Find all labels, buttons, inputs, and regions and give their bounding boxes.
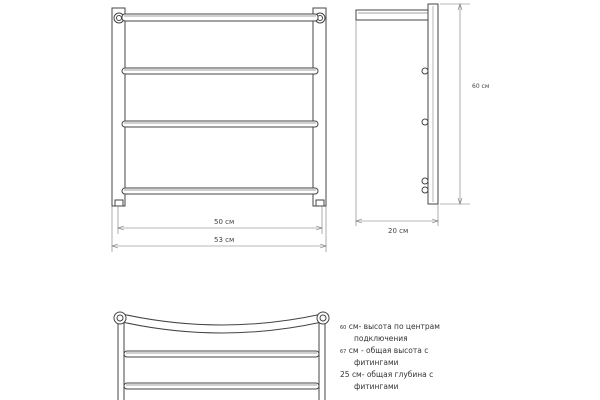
side-bar-end-4a [422,178,428,184]
side-bar-end-4b [422,187,428,193]
front-bar-3 [122,121,318,127]
front-view [112,8,326,206]
dimension-label-inner-width: 50 см [214,218,235,226]
front-bar-4 [122,188,318,194]
legend-row-2-continuation: фитингами [354,358,399,367]
legend-value: 67 [340,349,347,355]
dimension-label-depth: 20 см [388,227,409,235]
top-bar-2 [124,351,319,357]
front-bar-2 [122,68,318,74]
legend-unit: см [351,370,362,379]
legend-text: - общая высота с [358,346,429,355]
dimension-label-outer-width: 53 см [214,236,235,244]
top-bar-3 [124,383,319,389]
legend-text: - высота по центрам [358,322,440,331]
top-view [114,312,329,400]
legend-unit: см [348,346,359,355]
front-bar-1 [122,14,318,21]
legend-unit: см [348,322,359,331]
legend-row-3-continuation: фитингами [354,382,399,391]
front-left-post [112,8,125,206]
side-dimensions [356,4,470,226]
front-left-bottom-fitting [115,200,123,206]
front-dimensions [112,206,326,252]
top-left-fitting [114,312,126,324]
legend-row-2 [340,346,428,357]
top-right-fitting [317,312,329,324]
side-top-bar [356,10,432,20]
legend-value: 25 [340,370,350,379]
side-bar-end-2 [422,68,428,74]
legend-row-1-continuation: подключения [354,334,408,343]
side-view [356,4,438,204]
top-curved-bar [122,314,322,325]
legend-value: 60 [340,325,347,331]
dimension-label-height: 60 см [472,83,490,90]
legend-row-1 [340,322,440,333]
legend-row-3 [340,370,433,380]
side-bar-end-3 [422,119,428,125]
legend-text: - общая глубина с [361,370,434,379]
front-right-post [313,8,326,206]
front-right-bottom-fitting [316,200,324,206]
